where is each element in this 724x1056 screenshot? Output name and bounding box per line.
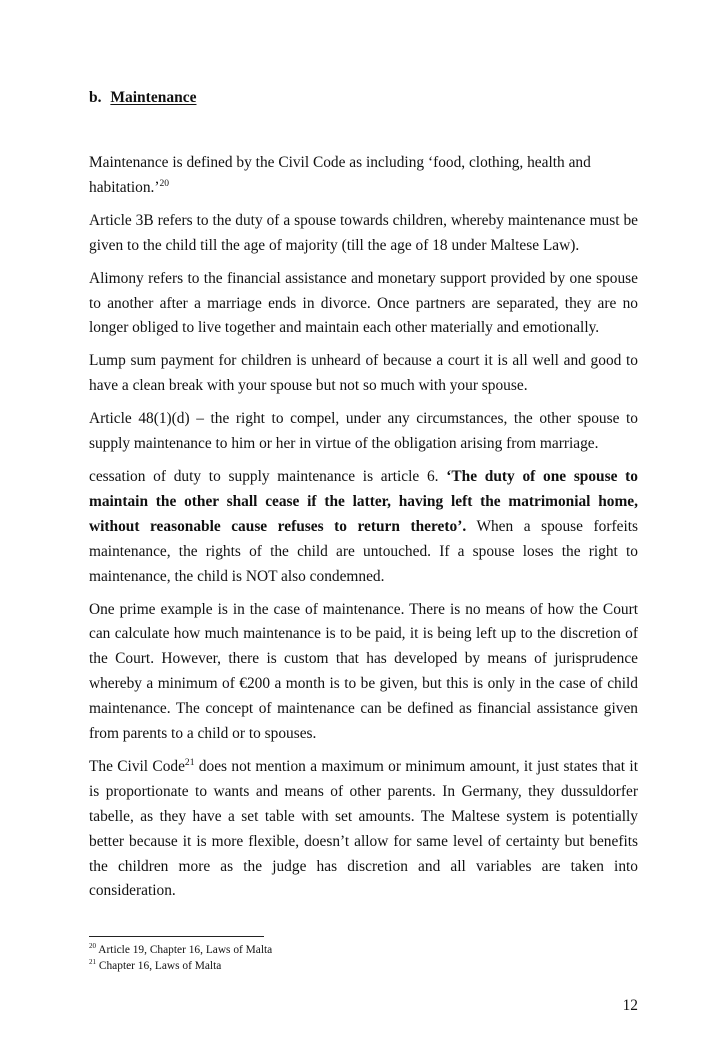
paragraph-text: Maintenance is defined by the Civil Code as including ‘food, clothing, health and habitation.’: [89, 154, 591, 196]
paragraph-alimony: [89, 267, 638, 342]
footnote-ref[interactable]: 21: [184, 756, 195, 768]
section-letter: b.: [89, 89, 102, 106]
footnote-number: 21: [89, 958, 97, 967]
page-spacer: [89, 912, 638, 936]
paragraph-text: When a spouse forfeits maintenance, the rights of the child are untouched. If a spouse loses the right to maintenance, the child is NOT also condemned.: [89, 517, 638, 585]
bold-quote: ‘The duty of one spouse to maintain the other shall cease if the latter, having left the matrimonial home, without reasonable cause refuses to return thereto’.: [89, 467, 638, 535]
paragraph-lump-sum: [89, 349, 638, 399]
paragraph-article-48: [89, 407, 638, 457]
paragraph-definition: [89, 151, 638, 201]
footnote-ref[interactable]: 20: [159, 177, 170, 189]
paragraph-civil-code: [89, 755, 638, 904]
paragraph-text: The Civil Code: [89, 757, 185, 775]
footnote-divider: [89, 936, 264, 937]
section-heading: [89, 88, 638, 108]
paragraph-text: One prime example is in the case of maintenance. There is no means of how the Court can calculate how much maintenance is to be paid, it is being left up to the discretion of the Court. However, there is custom that has developed by means of jurisprudence whereby a minimum of €200 a month is to be given, but this is only in the case of child maintenance. The concept of maintenance can be defined as financial assistance given from parents to a child or to spouses.: [89, 600, 638, 743]
paragraph-text: Article 3B refers to the duty of a spouse towards children, whereby maintenance must be given to the child till the age of majority (till the age of 18 under Maltese Law).: [89, 211, 638, 254]
footnote-number: 20: [89, 942, 97, 951]
paragraph-article-3b: [89, 209, 638, 259]
paragraph-text: Alimony refers to the financial assistance and monetary support provided by one spouse to another after a marriage ends in divorce. Once partners are separated, they are no longer obliged to live together and maintain each other materially and emotionally.: [89, 269, 638, 337]
paragraph-text: Lump sum payment for children is unheard of because a court it is all well and good to have a clean break with your spouse but not so much with your spouse.: [89, 352, 638, 395]
body-text: [89, 151, 638, 912]
footnote-item: [89, 943, 638, 959]
footnote-text: Chapter 16, Laws of Malta: [96, 959, 222, 972]
section-title: Maintenance: [110, 89, 197, 106]
paragraph-cessation: [89, 465, 638, 590]
footnote-item: [89, 959, 638, 975]
paragraph-text: does not mention a maximum or minimum amount, it just states that it is proportionate to wants and means of other parents. In Germany, they dussuldorfer tabelle, as they have a set table with set amounts. The Maltese system is potentially better because it is more flexible, doesn’t allow for same level of certainty but benefits the children more as the judge has discretion and all variables are taken into consideration.: [89, 757, 638, 900]
footnotes: [89, 943, 638, 974]
paragraph-text: Article 48(1)(d) – the right to compel, under any circumstances, the other spouse to supply maintenance to him or her in virtue of the obligation arising from marriage.: [89, 410, 638, 453]
page-number: 12: [622, 997, 638, 1015]
footnote-text: Article 19, Chapter 16, Laws of Malta: [96, 944, 273, 957]
paragraph-text: cessation of duty to supply maintenance is article 6.: [89, 467, 447, 485]
paragraph-prime-example: [89, 598, 638, 747]
